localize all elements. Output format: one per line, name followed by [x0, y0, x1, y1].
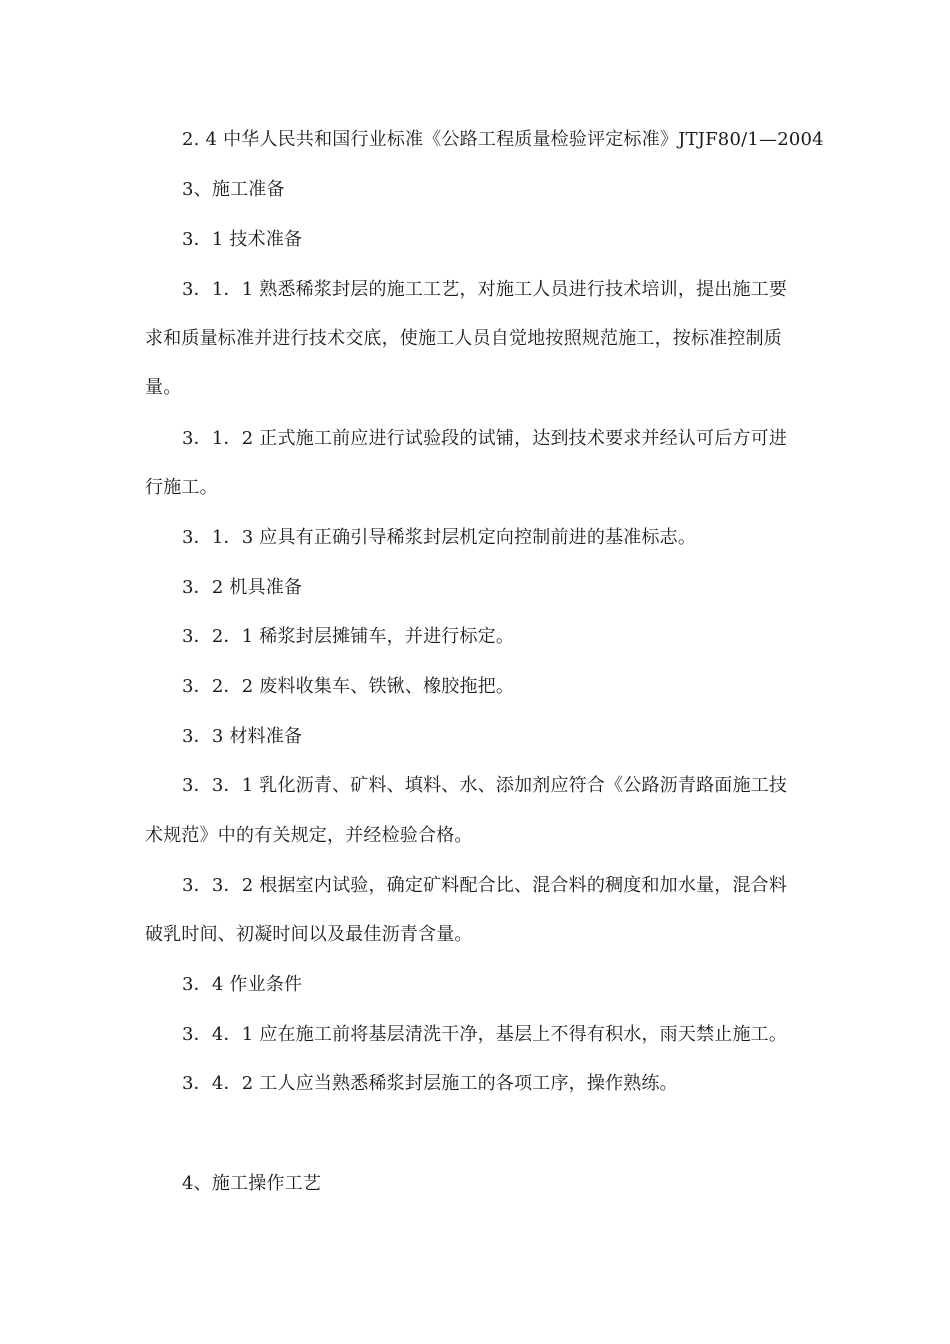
section-heading-4: 4、施工操作工艺 — [182, 1173, 322, 1194]
paragraph-3-1-3: 3．1．3 应具有正确引导稀浆封层机定向控制前进的基准标志。 — [182, 527, 697, 548]
paragraph-3-4-1: 3．4．1 应在施工前将基层清洗干净，基层上不得有积水，雨天禁止施工。 — [182, 1024, 788, 1045]
paragraph-3-1-1-line-2: 求和质量标准并进行技术交底，使施工人员自觉地按照规范施工，按标准控制质 — [145, 328, 782, 349]
subsection-heading-3-1: 3．1 技术准备 — [182, 229, 303, 250]
subsection-heading-3-3: 3．3 材料准备 — [182, 726, 303, 747]
subsection-heading-3-4: 3．4 作业条件 — [182, 974, 303, 995]
paragraph-3-4-2: 3．4．2 工人应当熟悉稀浆封层施工的各项工序，操作熟练。 — [182, 1073, 678, 1094]
paragraph-3-3-2-line-1: 3．3．2 根据室内试验，确定矿料配合比、混合料的稠度和加水量，混合料 — [182, 875, 788, 896]
paragraph-3-3-1-line-2: 术规范》中的有关规定，并经检验合格。 — [145, 825, 473, 846]
paragraph-3-1-1-line-1: 3．1．1 熟悉稀浆封层的施工工艺，对施工人员进行技术培训，提出施工要 — [182, 279, 788, 300]
paragraph-3-3-2-line-2: 破乳时间、初凝时间以及最佳沥青含量。 — [145, 924, 473, 945]
section-heading-3: 3、施工准备 — [182, 179, 285, 200]
paragraph-3-1-1-line-3: 量。 — [145, 377, 182, 398]
paragraph-3-2-2: 3．2．2 废料收集车、铁锹、橡胶拖把。 — [182, 676, 515, 697]
paragraph-3-3-1-line-1: 3．3．1 乳化沥青、矿料、填料、水、添加剂应符合《公路沥青路面施工技 — [182, 775, 788, 796]
paragraph-3-1-2-line-1: 3．1．2 正式施工前应进行试验段的试铺，达到技术要求并经认可后方可进 — [182, 428, 788, 449]
subsection-heading-3-2: 3．2 机具准备 — [182, 577, 303, 598]
standard-reference-2-4: 2. 4 中华人民共和国行业标准《公路工程质量检验评定标准》JTJF80/1—2004 — [182, 129, 824, 150]
paragraph-3-2-1: 3．2．1 稀浆封层摊铺车，并进行标定。 — [182, 626, 515, 647]
paragraph-3-1-2-line-2: 行施工。 — [145, 477, 218, 498]
